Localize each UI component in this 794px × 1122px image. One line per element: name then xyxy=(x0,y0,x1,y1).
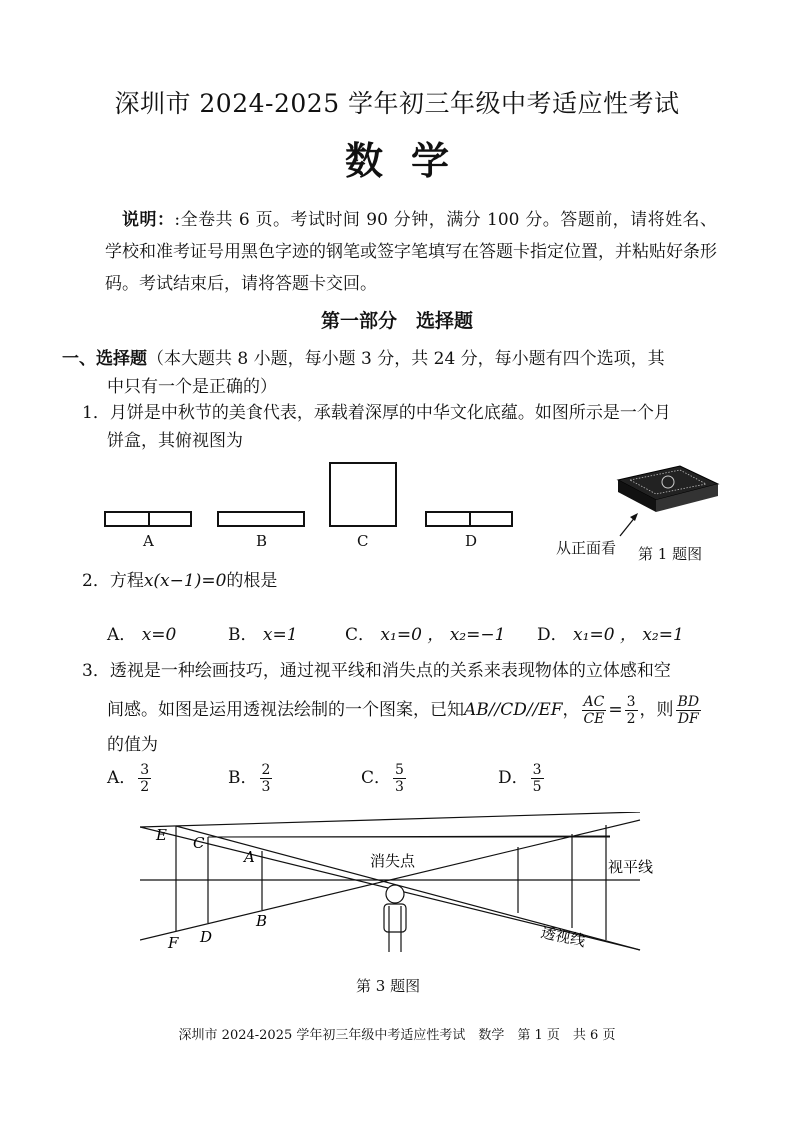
q3-option-b: B． $\frac{2}{3}$ xyxy=(228,762,271,795)
section-desc-1: （本大题共 8 小题，每小题 3 分，共 24 分，每小题有四个选项，其 xyxy=(147,349,665,369)
point-c: C xyxy=(193,834,205,852)
q1-option-b-label: B xyxy=(256,532,268,550)
q2-number: 2． xyxy=(82,571,110,591)
point-f: F xyxy=(168,934,179,952)
q1-number: 1． xyxy=(82,403,110,423)
horizon-line-label: 视平线 xyxy=(608,858,654,876)
vanishing-point-label: 消失点 xyxy=(370,852,416,870)
subject-title: 数学 xyxy=(344,139,477,183)
q3-line2: 间感。如图是运用透视法绘制的一个图案，已知AB//CD//EF， $\frac{AC}{CE}$ = $\frac{3}{2}$ ，则 $\frac{BD}{DF}$ xyxy=(107,694,700,727)
point-b: B xyxy=(256,912,268,930)
q2-option-a: A． x=0 xyxy=(107,625,177,645)
q1-option-d-figure xyxy=(425,511,513,527)
q1-text xyxy=(82,398,732,428)
q2-option-b: B． x=1 xyxy=(228,625,298,645)
point-e: E xyxy=(156,826,167,844)
q3-figure-caption: 第 3 题图 xyxy=(356,977,421,995)
q2-text xyxy=(82,566,277,596)
section-desc-2: 中只有一个是正确的） xyxy=(107,377,277,397)
q3-asked-ratio: $\frac{BD}{DF}$ xyxy=(677,694,700,727)
point-d: D xyxy=(200,928,213,946)
q3-given-value: $\frac{3}{2}$ xyxy=(626,694,636,727)
q2-option-d: D． x₁=0 ， x₂=1 xyxy=(537,625,684,645)
q1-option-c-label: C xyxy=(357,532,369,550)
section-heading xyxy=(62,344,732,374)
q3-number: 3． xyxy=(82,661,110,681)
q1-option-b-figure xyxy=(217,511,305,527)
q3-option-a: A． $\frac{3}{2}$ xyxy=(107,762,150,795)
q1-line1: 月饼是中秋节的美食代表，承载着深厚的中华文化底蕴。如图所示是一个月 xyxy=(109,403,671,423)
q2-suffix: 的根是 xyxy=(226,571,278,591)
point-a: A xyxy=(244,848,255,866)
q1-figure-caption: 第 1 题图 xyxy=(638,545,703,563)
q2-option-c: C． x₁=0 ， x₂=−1 xyxy=(345,625,506,645)
q2-equation: x(x−1)=0 xyxy=(143,571,227,591)
q3-option-c: C． $\frac{5}{3}$ xyxy=(361,762,404,795)
q1-option-d-label: D xyxy=(465,532,478,550)
section-heading-label: 一、选择题 xyxy=(62,349,147,369)
q1-option-a-figure xyxy=(104,511,192,527)
q1-option-c-figure xyxy=(329,462,397,527)
q3-line1: 3．透视是一种绘画技巧，通过视平线和消失点的关系来表现物体的立体感和空 xyxy=(82,661,671,681)
top-perspective-line xyxy=(140,812,640,827)
q1-line2: 饼盒，其俯视图为 xyxy=(107,431,243,451)
child-figure xyxy=(384,885,406,952)
mooncake-box-figure xyxy=(600,462,730,542)
q1-view-label: 从正面看 xyxy=(556,539,617,557)
perspective-line-label: 透视线 xyxy=(539,923,587,951)
instructions xyxy=(105,204,717,300)
q3-option-d: D． $\frac{3}{5}$ xyxy=(498,762,542,795)
instructions-label: 说明： xyxy=(122,210,175,230)
instructions-text: :全卷共 6 页。考试时间 90 分钟，满分 100 分。答题前，请将姓名、学校和准考证号用黑色字迹的钢笔或签字笔填写在答题卡指定位置，并粘贴好条形码。考试结束后，请将答题卡交回。 xyxy=(105,210,718,294)
q2-prefix: 方程 xyxy=(109,571,144,591)
q3-parallel: AB//CD//EF xyxy=(464,700,563,720)
q3-perspective-figure xyxy=(140,812,670,967)
q3-given-ratio: $\frac{AC}{CE}$ xyxy=(583,694,605,727)
page-footer: 深圳市 2024-2025 学年初三年级中考适应性考试 数学 第 1 页 共 6 页 xyxy=(178,1028,616,1043)
q3-line3: 的值为 xyxy=(107,735,158,755)
exam-title: 深圳市 2024-2025 学年初三年级中考适应性考试 xyxy=(114,89,680,118)
part-title: 第一部分 选择题 xyxy=(320,310,473,332)
q1-option-a-label: A xyxy=(143,532,154,550)
